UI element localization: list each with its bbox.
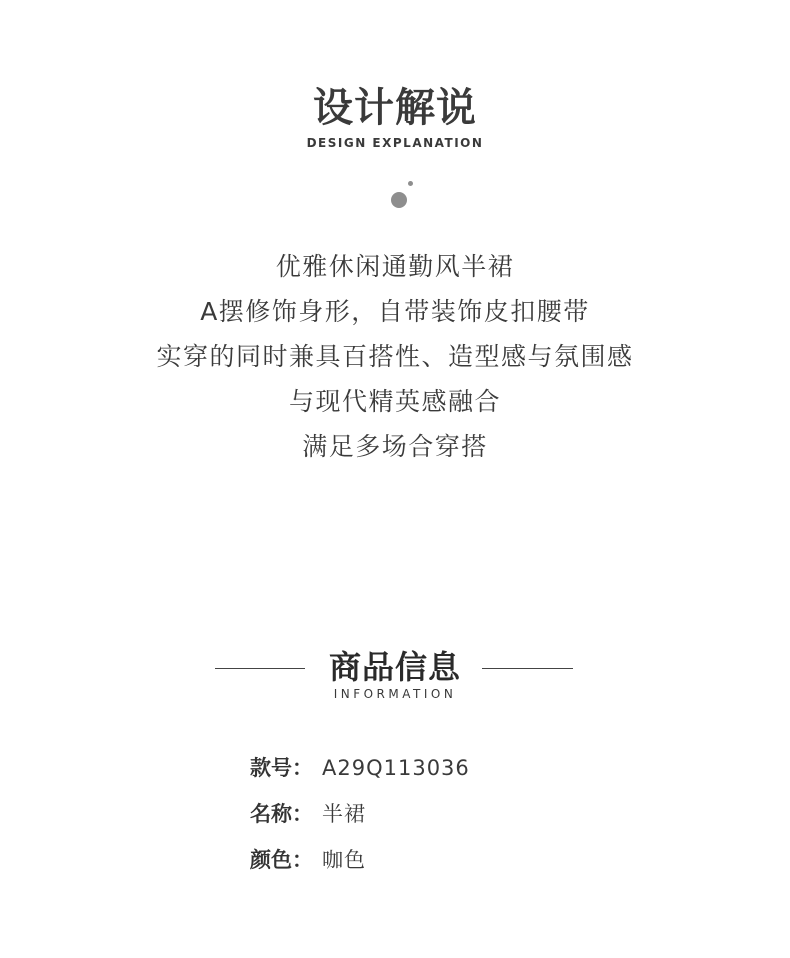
description-line: 与现代精英感融合 — [288, 387, 501, 416]
info-section-title: 商品信息 — [328, 648, 461, 686]
description-line: A摆修饰身形，自带装饰皮扣腰带 — [200, 297, 590, 326]
spec-label: 颜色： — [250, 848, 313, 872]
decorative-small-dot — [408, 181, 413, 186]
design-description — [0, 244, 790, 469]
description-line: 满足多场合穿搭 — [302, 432, 488, 461]
spec-value: A29Q113036 — [322, 756, 470, 780]
spec-label: 款号： — [250, 756, 313, 780]
info-section-subtitle: INFORMATION — [333, 687, 457, 701]
decorative-large-dot — [391, 192, 407, 208]
spec-value: 半裙 — [322, 802, 366, 826]
description-line: 优雅休闲通勤风半裙 — [275, 252, 515, 281]
spec-label: 名称： — [250, 802, 313, 826]
product-spec-list — [250, 750, 470, 888]
description-line: 实穿的同时兼具百搭性、造型感与氛围感 — [156, 342, 634, 371]
spec-value: 咖色 — [322, 848, 366, 872]
design-section-subtitle: DESIGN EXPLANATION — [306, 136, 484, 150]
design-section-title: 设计解说 — [313, 85, 477, 131]
spec-row-color — [250, 842, 470, 888]
spec-row-name — [250, 796, 470, 842]
spec-row-style-number — [250, 750, 470, 796]
